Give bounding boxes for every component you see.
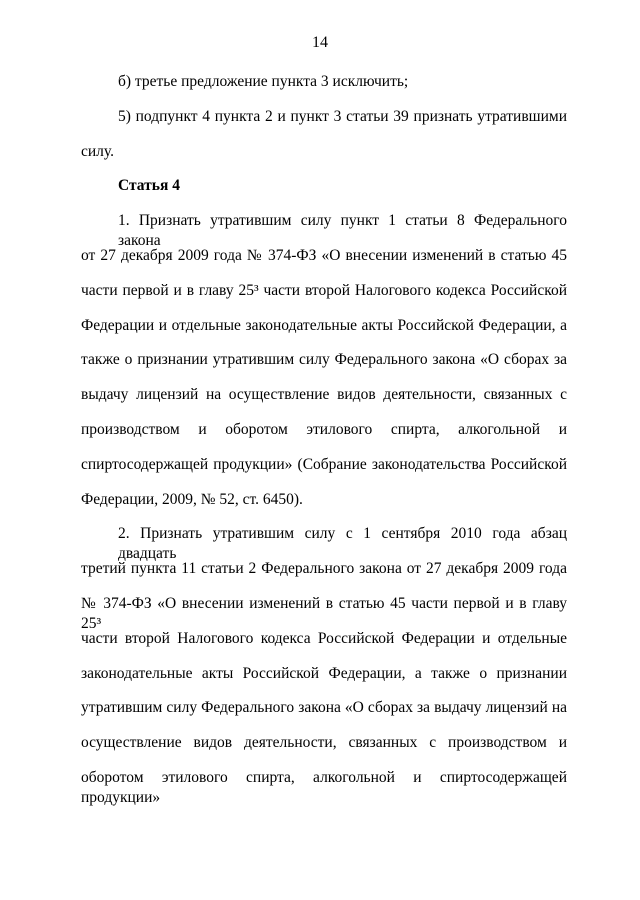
text-line: 1. Признать утратившим силу пункт 1 статьи 8 Федерального закона [118,212,567,250]
text-line: спиртосодержащей продукции» (Собрание законодательства Российской [81,455,567,473]
text-line: осуществление видов деятельности, связанных с производством и [81,734,567,752]
text-line: б) третье предложение пункта 3 исключить; [118,73,409,90]
text-line: 5) подпункт 4 пункта 2 и пункт 3 статьи 39 признать утратившими [118,107,567,125]
text-line: законодательные акты Российской Федерации, а также о признании [81,664,567,682]
text-line: оборотом этилового спирта, алкогольной и спиртосодержащей продукции» [81,769,567,806]
text-line: Федерации и отдельные законодательные акты Российской Федерации, а [81,316,567,334]
text-line: выдачу лицензий на осуществление видов деятельности, связанных с [81,386,567,404]
text-line: части второй Налогового кодекса Российской Федерации и отдельные [81,629,567,647]
text-line: также о признании утратившим силу Федерального закона «О сборах за [81,351,567,369]
text-line: от 27 декабря 2009 года № 374-ФЗ «О внесении изменений в статью 45 [81,247,567,264]
text-line: 2. Признать утратившим силу с 1 сентября 2010 года абзац двадцать [118,525,567,563]
text-line: производством и оборотом этилового спирта, алкогольной и [81,421,567,438]
article-heading: Статья 4 [118,177,180,195]
page-number: 14 [312,34,328,51]
text-line: части первой и в главу 25³ части второй Налогового кодекса Российской [81,281,567,299]
text-line: Федерации, 2009, № 52, ст. 6450). [81,490,303,508]
text-line: силу. [81,142,114,160]
text-line: утратившим силу Федерального закона «О сборах за выдачу лицензий на [81,699,567,717]
text-line: третий пункта 11 статьи 2 Федерального закона от 27 декабря 2009 года [81,560,567,578]
text-line: № 374-ФЗ «О внесении изменений в статью 45 части первой и в главу 25³ [81,595,567,632]
